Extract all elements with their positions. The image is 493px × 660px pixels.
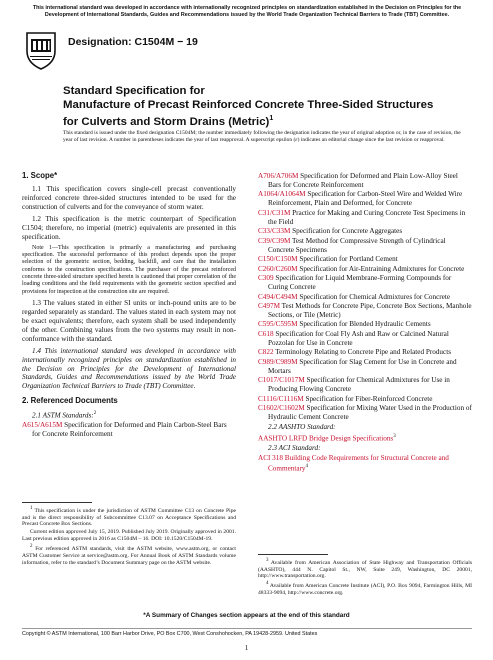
section-heading-referenced: 2. Referenced Documents xyxy=(22,396,118,406)
document-title xyxy=(63,85,443,130)
footnote-1: $^1$ This specification is under the jurisdiction of ASTM Committee C13 on Concrete Pipe and is the direct responsibility of Subcommittee C13.07 on Acceptance Specifications and Precast Concrete Box Sections. xyxy=(22,506,236,528)
paragraph-1-4: 1.4 This international standard was developed in accordance with internationally recognized principles on standardization established in the Decision on Principles for the Development of International Standards, Guides and Recommendations issued by the World Trade Organization Technical Barriers to Trade (TBT) Committee. xyxy=(22,346,236,391)
paragraph-1-1: 1.1 This specification covers single-cell precast conventionally reinforced concrete three-sided structures intended to be used for the construction of culverts and for the conveyance of storm water. xyxy=(22,184,236,211)
reference-item[interactable]: C822 Terminology Relating to Concrete Pipe and Related Products xyxy=(258,348,452,357)
reference-text: Specification for Deformed and Plain Carbon-Steel Bars for Concrete Reinforcement xyxy=(32,421,227,439)
aashto-reference[interactable]: AASHTO LRFD Bridge Design Specifications$^3$ xyxy=(258,433,396,443)
astm-standards-label: 2.1 ASTM Standards:$^2$ xyxy=(32,411,97,420)
footnote-2: $^2$ For referenced ASTM standards, visit the ASTM website, www.astm.org, or contact ASTM Customer Service at service@astm.org. For Annual Book of ASTM Standards volume information, refer to the standard’s Document Summary page on the ASTM website. xyxy=(22,544,236,566)
footnotes-left xyxy=(22,506,236,568)
aci-reference[interactable]: ACI 318 Building Code Requirements for Structural Concrete and Commentary$^4$ xyxy=(258,453,449,472)
footnote-1-edition: Current edition approved July 15, 2019. Published July 2019. Originally approved in 2001. Last previous edition approved in 2016 as C1504M – 16. DOI: 10.1520/C1504M-19. xyxy=(22,529,236,543)
reference-item[interactable]: C497M Test Methods for Concrete Pipe, Concrete Box Sections, Manhole Sections, or Tile (Metric) xyxy=(258,302,472,319)
page-number: 1 xyxy=(244,644,249,652)
reference-item[interactable]: A1064/A1064M Specification for Carbon-Steel Wire and Welded Wire Reinforcement, Plain and Deformed, for Concrete xyxy=(258,190,463,208)
reference-item[interactable]: C150/C150M Specification for Portland Cement xyxy=(258,255,398,264)
title-line-2: Manufacture of Precast Reinforced Concrete Three-Sided Structures for Culverts and Storm Drains (Metric) xyxy=(63,98,434,128)
reference-item[interactable]: C33/C33M Specification for Concrete Aggregates xyxy=(258,227,403,236)
reference-item[interactable] xyxy=(22,421,236,439)
footnote-divider-right xyxy=(258,554,328,555)
summary-of-changes-note: *A Summary of Changes section appears at the end of this standard xyxy=(143,612,350,619)
reference-item[interactable]: C494/C494M Specification for Chemical Admixtures for Concrete xyxy=(258,292,451,301)
paragraph-1-2: 1.2 This specification is the metric counterpart of Specification C1504; therefore, no imperial (metric) equivalents are presented in this specification. xyxy=(22,214,236,241)
reference-code[interactable]: A615/A615M xyxy=(22,421,63,430)
footnotes-right xyxy=(258,558,472,598)
footnote-divider-left xyxy=(22,502,92,503)
footnote-4: $^4$ Available from American Concrete Institute (ACI), P.O. Box 9094, Farmington Hills, MI 48333-9094, http://www.concrete.org. xyxy=(258,581,472,597)
reference-item[interactable]: C309 Specification for Liquid Membrane-Forming Compounds for Curing Concrete xyxy=(258,274,452,292)
copyright-line: Copyright © ASTM International, 100 Barr Harbor Drive, PO Box C700, West Conshohocken, PA 19428-2959. United States xyxy=(22,628,472,637)
reference-item[interactable]: C1116/C1116M Specification for Fiber-Reinforced Concrete xyxy=(258,394,433,403)
reference-item[interactable]: A706/A706M Specification for Deformed and Plain Low-Alloy Steel Bars for Concrete Reinforcement xyxy=(258,172,458,189)
astm-international-logo xyxy=(24,31,58,71)
paragraph-1-3: 1.3 The values stated in either SI units or inch-pound units are to be regarded separately as standard. The values stated in each system may not be exact equivalents; therefore, each system shall be used independently of the other. Combining values from the two systems may result in non-conformance with the standard. xyxy=(22,298,236,343)
designation: Designation: C1504M − 19 xyxy=(68,36,198,48)
issue-note: This standard is issued under the fixed designation C1504M; the number immediately following the designation indicates the year of original adoption or, in the case of revision, the year of last revision. A number in parentheses indicates the year of last reapproval. A superscript epsilon (ε) indicates an editorial change since the last revision or reapproval. xyxy=(63,130,461,143)
reference-item[interactable]: C1602/C1602M Specification for Mixing Water Used in the Production of Hydraulic Cement Concrete xyxy=(258,404,472,422)
footnote-3: $^3$ Available from American Association of State Highway and Transportation Officials (AASHTO), 444 N. Capitol St., NW, Suite 249, Washington, DC 20001, http://www.transportation.org. xyxy=(258,558,472,580)
reference-item[interactable]: C989/C989M Specification for Slag Cement for Use in Concrete and Mortars xyxy=(258,357,457,375)
left-column xyxy=(22,172,236,440)
title-footnote-mark: 1 xyxy=(269,115,274,123)
right-column xyxy=(258,172,472,473)
reference-item[interactable]: C1017/C1017M Specification for Chemical Admixtures for Use in Producing Flowing Concrete xyxy=(258,376,450,394)
reference-item[interactable]: C39/C39M Test Method for Compressive Strength of Cylindrical Concrete Specimens xyxy=(258,236,446,254)
reference-item[interactable]: C618 Specification for Coal Fly Ash and Raw or Calcined Natural Pozzolan for Use in Concrete xyxy=(258,329,449,347)
title-line-1: Standard Specification for xyxy=(63,85,205,97)
reference-item[interactable]: C595/C595M Specification for Blended Hydraulic Cements xyxy=(258,320,431,329)
aashto-standard-label: 2.2 AASHTO Standard: xyxy=(268,422,336,431)
section-heading-scope: 1. Scope* xyxy=(22,171,58,180)
header-note: This international standard was developed in accordance with internationally recognized principles on standardization established in the Decision on Principles for the Development of International Standards, Guides and Recommendations issued by the World Trade Organization Technical Barriers to Trade (TBT) Committee. xyxy=(32,5,462,18)
reference-item[interactable]: C260/C260M Specification for Air-Entraining Admixtures for Concrete xyxy=(258,264,465,273)
reference-item[interactable]: C31/C31M Practice for Making and Curing Concrete Test Specimens in the Field xyxy=(258,208,466,226)
aci-standard-label: 2.3 ACI Standard: xyxy=(268,443,321,452)
note-1: Note 1—This specification is primarily a manufacturing and purchasing specification. The successful performance of this product depends upon the proper selection of the geometric section, bedding, backfill, and care that the installation conforms to the construction specifications. The purchaser of the precast reinforced concrete three-sided structure specified herein is cautioned that proper correlation of the loading conditions and the field requirements with the geometric section specified and provisions for inspection at the construction site are required. xyxy=(22,244,236,295)
